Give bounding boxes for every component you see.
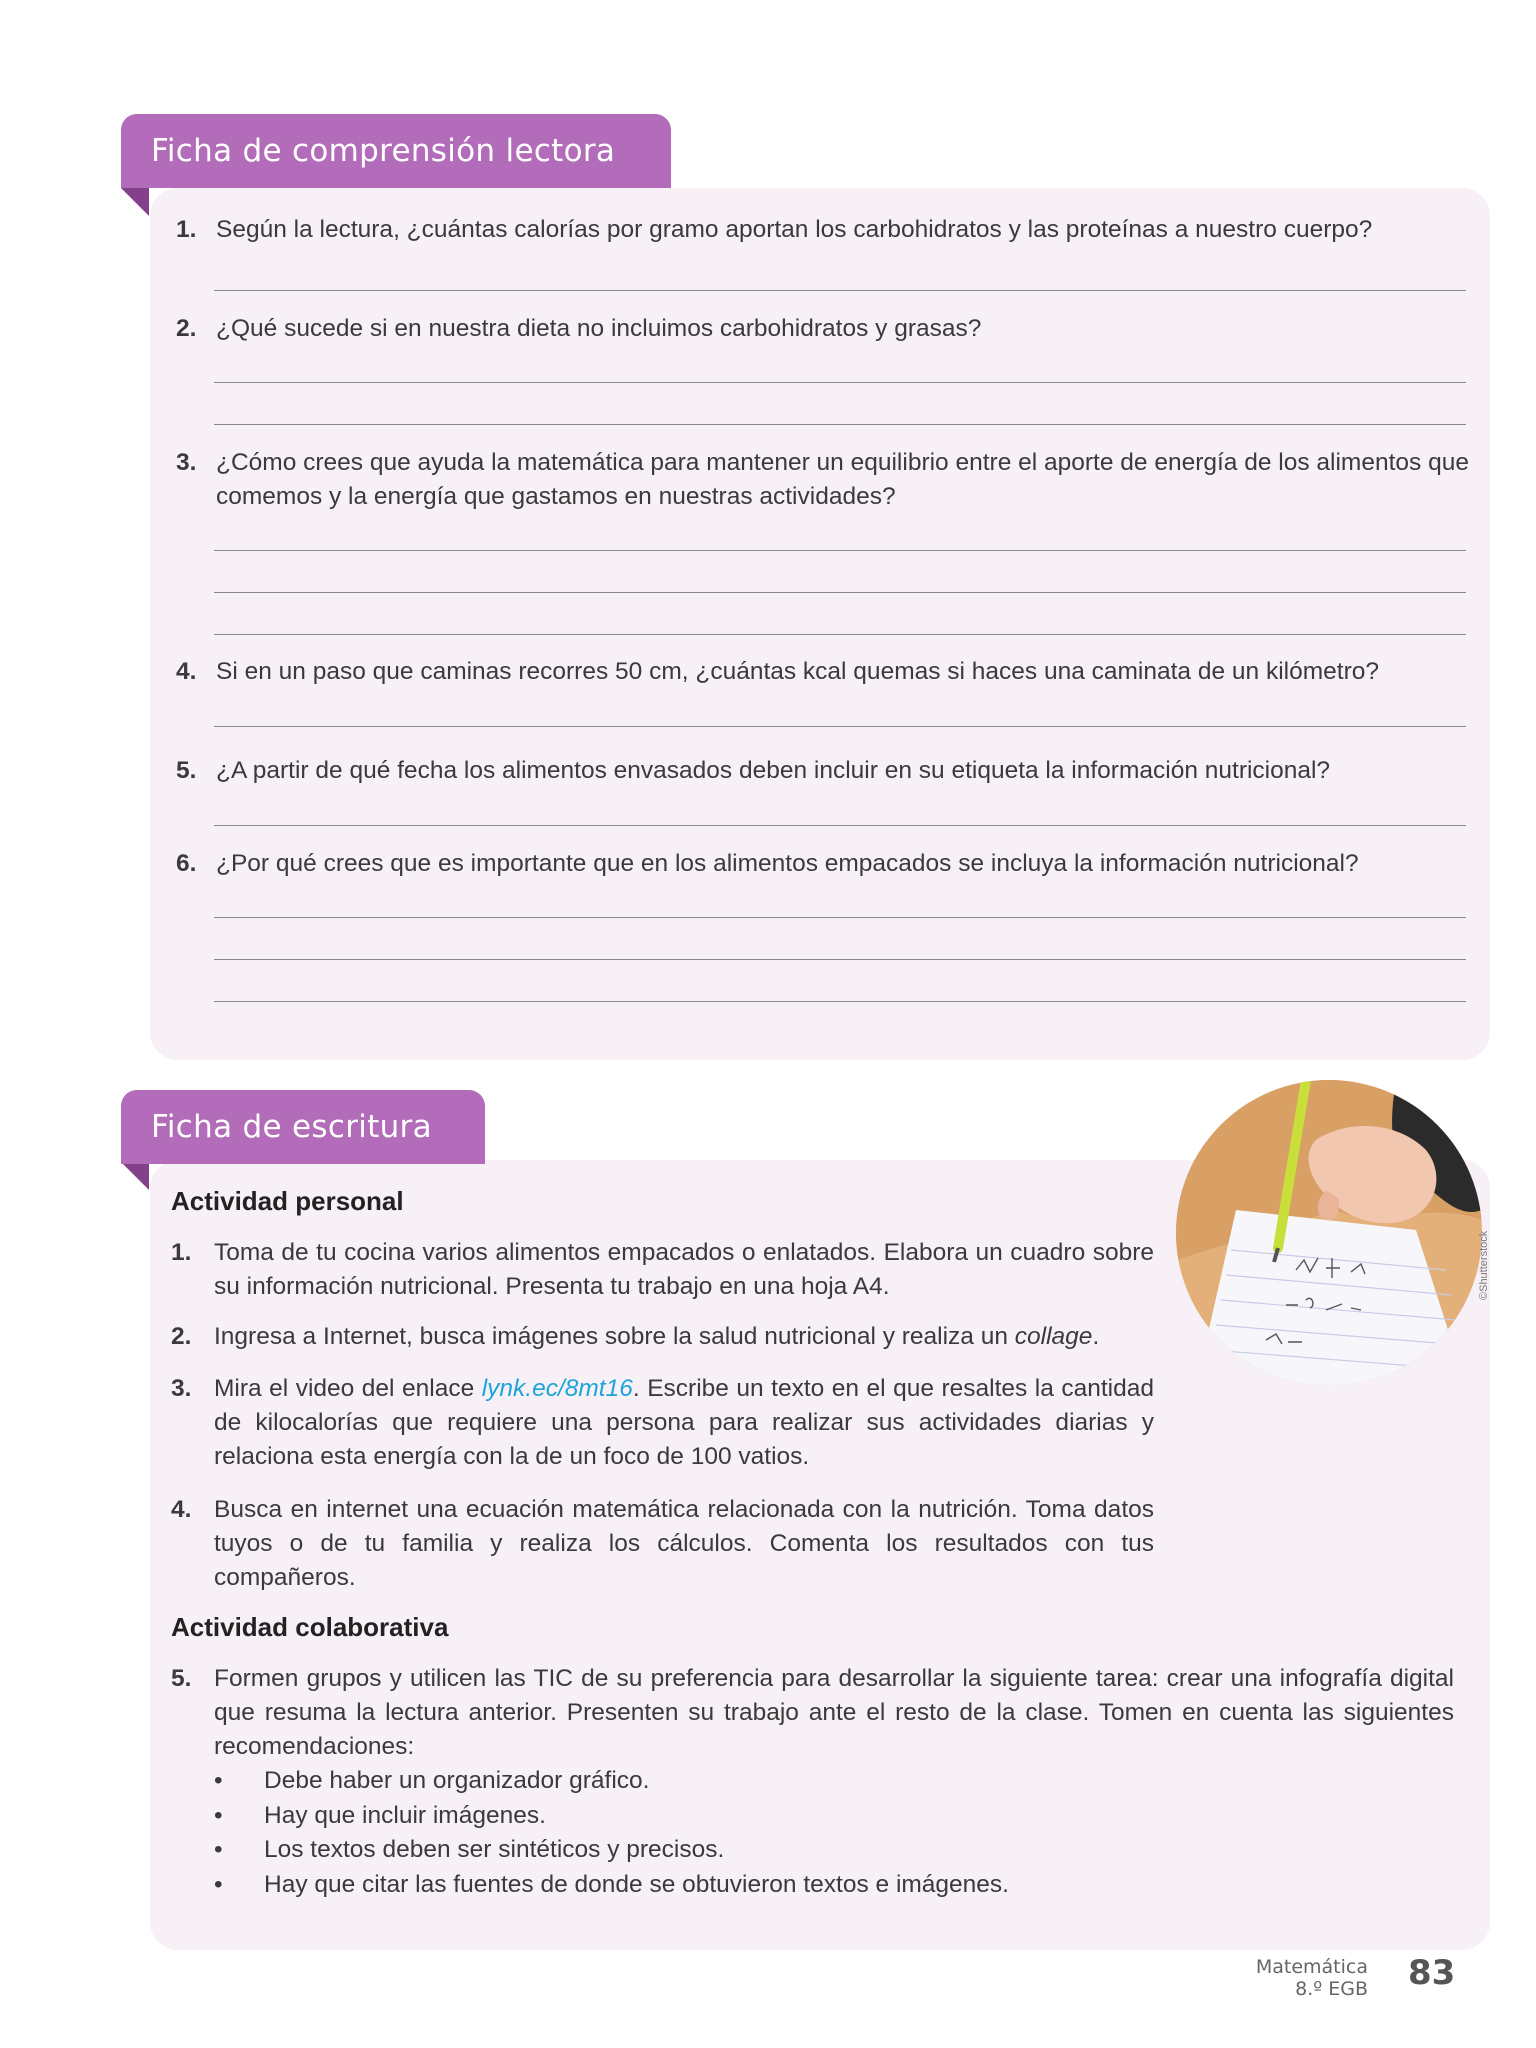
photo-illustration (1176, 1080, 1482, 1386)
answer-line[interactable] (214, 634, 1466, 635)
list-item (214, 1799, 1009, 1834)
item-number: 5. (171, 1665, 192, 1692)
question-3 (176, 446, 1478, 514)
page-number: 83 (1408, 1953, 1456, 1993)
item-text: Mira el video del enlace (214, 1375, 482, 1402)
item-number: 4. (171, 1496, 192, 1523)
list-item-text: Debe haber un organizador gráfico. (264, 1767, 650, 1794)
tab-fold (121, 188, 149, 216)
question-6 (176, 847, 1516, 881)
answer-line[interactable] (214, 592, 1466, 593)
list-item (214, 1833, 1009, 1868)
question-number: 5. (176, 757, 197, 784)
question-number: 4. (176, 658, 197, 685)
tab-fold (121, 1162, 149, 1190)
writing-hand-photo (1176, 1080, 1482, 1386)
photo-credit: ©Shutterstock (1478, 1230, 1490, 1300)
writing-item-4 (171, 1493, 1154, 1595)
question-2 (176, 312, 1516, 346)
question-number: 6. (176, 850, 197, 877)
question-text: ¿Qué sucede si en nuestra dieta no incluimos carbohidratos y grasas? (216, 315, 982, 342)
question-text: ¿Cómo crees que ayuda la matemática para mantener un equilibrio entre el aporte de energía de los alimentos que comemos y la energía que gastamos en nuestras actividades? (216, 449, 1469, 510)
bullet-icon: • (214, 1870, 223, 1898)
grade-level: 8.º EGB (1295, 1978, 1368, 2000)
writing-item-3 (171, 1372, 1155, 1474)
answer-line[interactable] (214, 1001, 1466, 1002)
question-1 (176, 213, 1516, 247)
writing-item-2 (171, 1320, 1154, 1354)
item-text: Ingresa a Internet, busca imágenes sobre la salud nutricional y realiza un (214, 1323, 1015, 1350)
question-number: 2. (176, 315, 197, 342)
subject-name: Matemática (1255, 1956, 1368, 1978)
question-5 (176, 754, 1516, 788)
writing-tab: Ficha de escritura (121, 1090, 485, 1164)
answer-line[interactable] (214, 382, 1466, 383)
item-text: . (1092, 1323, 1100, 1350)
answer-line[interactable] (214, 825, 1466, 826)
item-number: 1. (171, 1239, 192, 1266)
writing-item-5 (171, 1662, 1454, 1764)
list-item-text: Hay que incluir imágenes. (264, 1801, 546, 1829)
question-text: Si en un paso que caminas recorres 50 cm, ¿cuántas kcal quemas si haces una caminata de un kilómetro? (216, 658, 1379, 685)
answer-line[interactable] (214, 726, 1466, 727)
answer-line[interactable] (214, 424, 1466, 425)
question-text: ¿A partir de qué fecha los alimentos envasados deben incluir en su etiqueta la información nutricional? (216, 757, 1331, 784)
personal-activity-heading: Actividad personal (171, 1186, 404, 1216)
question-text: Según la lectura, ¿cuántas calorías por gramo aportan los carbohidratos y las proteínas a nuestro cuerpo? (216, 216, 1373, 243)
item-text: Toma de tu cocina varios alimentos empacados o enlatados. Elabora un cuadro sobre su información nutricional. Presenta tu trabajo en una hoja A4. (214, 1239, 1154, 1300)
question-text: ¿Por qué crees que es importante que en los alimentos empacados se incluya la información nutricional? (216, 850, 1359, 877)
item-text: Busca en internet una ecuación matemática relacionada con la nutrición. Toma datos tuyos o de tu familia y realiza los cálculos. Comenta los resultados con tus compañeros. (214, 1496, 1154, 1591)
question-number: 1. (176, 216, 197, 243)
bullet-icon: • (214, 1801, 223, 1829)
question-4 (176, 655, 1516, 689)
list-item-text: Hay que citar las fuentes de donde se obtuvieron textos e imágenes. (264, 1870, 1009, 1898)
collaborative-activity-heading: Actividad colaborativa (171, 1612, 449, 1642)
footer-subject (1256, 1956, 1368, 2000)
list-item-text: Los textos deben ser sintéticos y precisos. (264, 1836, 725, 1863)
recommendation-list (214, 1764, 1009, 1902)
writing-item-1 (171, 1236, 1154, 1304)
item-number: 2. (171, 1323, 192, 1350)
item-text: . Escribe un texto en el que resaltes la cantidad de kilocalorías que requiere una persona para realizar sus actividades diarias y relaciona esta energía con la de un foco de 100 vatios. (214, 1375, 1155, 1470)
answer-line[interactable] (214, 550, 1466, 551)
answer-line[interactable] (214, 917, 1466, 918)
item-text: Formen grupos y utilicen las TIC de su preferencia para desarrollar la siguiente tarea: crear una infografía digital que resuma la lectura anterior. Presenten su trabajo ante el resto de la clase. Tomen en cuenta las siguientes recomendaciones: (214, 1665, 1454, 1760)
question-number: 3. (176, 449, 197, 476)
list-item (214, 1764, 1009, 1799)
answer-line[interactable] (214, 290, 1466, 291)
bullet-icon: • (214, 1767, 223, 1794)
bullet-icon: • (214, 1836, 223, 1863)
comprehension-tab: Ficha de comprensión lectora (121, 114, 671, 188)
list-item (214, 1868, 1009, 1903)
video-link[interactable]: lynk.ec/8mt16 (481, 1375, 633, 1402)
item-number: 3. (171, 1375, 192, 1402)
item-italic-text: collage (1014, 1323, 1093, 1350)
answer-line[interactable] (214, 959, 1466, 960)
